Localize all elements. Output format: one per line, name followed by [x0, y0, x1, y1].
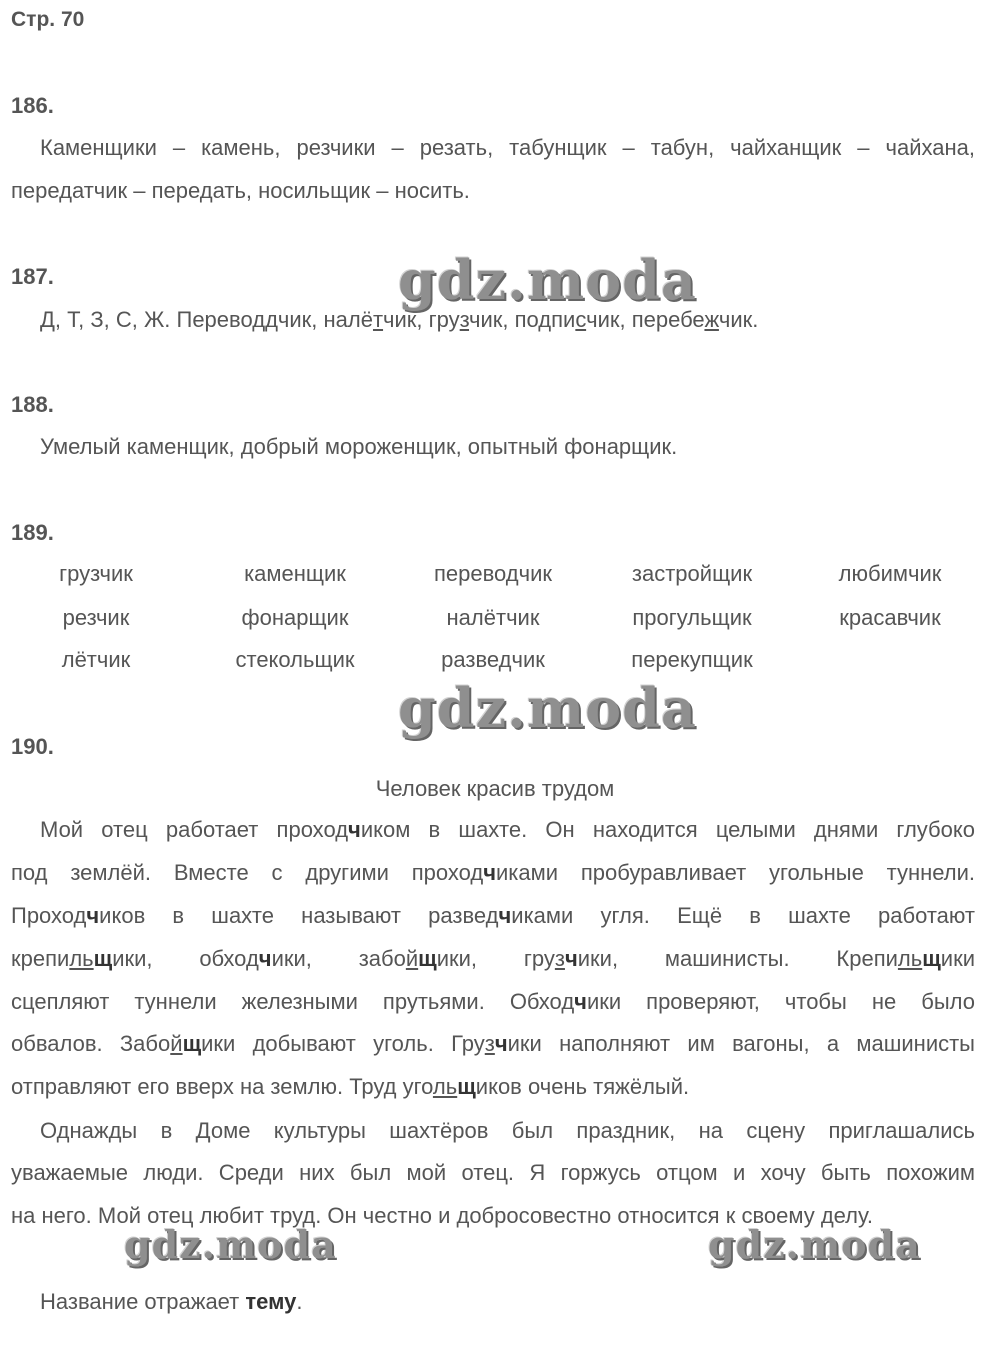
bold-letter: ч — [258, 946, 272, 971]
exercise-189-number: 189. — [11, 520, 54, 545]
underlined-letter: д — [561, 989, 575, 1014]
table-cell-word: каменщик — [244, 561, 346, 586]
table-cell-word: переводчик — [433, 561, 553, 586]
bold-letter: щ — [93, 946, 113, 971]
table-cell-word: красавчик — [839, 605, 941, 630]
exercise-187-number: 187. — [11, 264, 54, 289]
page-label: Стр. 70 — [11, 8, 85, 31]
table-cell-word: резчик — [62, 605, 130, 630]
underlined-letter: д — [245, 946, 259, 971]
underlined-letter: д — [470, 860, 484, 885]
watermark-logo: gdz.moda — [708, 1222, 921, 1267]
table-cell-word: любимчик — [838, 561, 942, 586]
table-cell-word: грузчик — [59, 561, 133, 586]
text-line: крепильщики, обходчики, забойщики, грузчики, машинисты. Крепильщики — [11, 946, 975, 971]
conclusion-suffix: . — [296, 1289, 303, 1314]
text-line: уважаемые люди. Среди них был мой отец. Я горжусь отцом и хочу быть похожим — [11, 1160, 975, 1185]
underlined-letter: т — [372, 307, 384, 332]
underlined-letter: з — [554, 946, 565, 971]
underlined-letter: ль — [897, 946, 923, 971]
bold-letter: ч — [498, 903, 512, 928]
watermark-logo: gdz.moda — [398, 248, 697, 312]
exercise-188-number: 188. — [11, 392, 54, 417]
watermark-logo: gdz.moda — [398, 676, 697, 740]
conclusion-prefix: Название отражает — [40, 1289, 246, 1314]
table-cell-word: налётчик — [446, 605, 540, 630]
table-cell-word: стекольщик — [235, 647, 355, 672]
table-cell-word: фонарщик — [241, 605, 349, 630]
text-title: Человек красив трудом — [375, 776, 615, 801]
underlined-letter: й — [170, 1031, 183, 1056]
table-cell-word: застройщик — [631, 561, 753, 586]
text-line: сцепляют туннели железными прутьями. Обходчики проверяют, чтобы не было — [11, 989, 975, 1014]
table-cell-word: перекупщик — [631, 647, 753, 672]
underlined-letter: д — [335, 817, 349, 842]
exercise-186-number: 186. — [11, 93, 54, 118]
exercise-186-line-2: передатчик – передать, носильщик – носить. — [11, 178, 470, 203]
exercise-190-conclusion — [40, 1280, 302, 1323]
bold-letter: щ — [457, 1074, 476, 1099]
watermark-logo: gdz.moda — [124, 1222, 337, 1267]
text-line: под землёй. Вместе с другими проходчиками пробуравливает угольные туннели. — [11, 860, 975, 885]
bold-letter: щ — [418, 946, 437, 971]
exercise-188-text: Умелый каменщик, добрый мороженщик, опытный фонарщик. — [40, 434, 678, 459]
bold-letter: ч — [494, 1031, 508, 1056]
exercise-186-line-1: Каменщики – камень, резчики – резать, табунщик – табун, чайханщик – чайхана, — [40, 135, 975, 160]
bold-letter: ч — [348, 817, 361, 842]
bold-letter: ч — [483, 860, 497, 885]
bold-letter: ч — [574, 989, 587, 1014]
underlined-letter: ль — [69, 946, 94, 971]
bold-letter: ч — [86, 903, 100, 928]
text-line: Проходчиков в шахте называют разведчиками угля. Ещё в шахте работают — [11, 903, 975, 928]
table-cell-word: прогульщик — [632, 605, 752, 630]
exercise-187-text: Д, Т, З, С, Ж. Переводдчик, налётчик, грузчик, подписчик, перебежчик. — [40, 307, 759, 332]
table-cell-word: лётчик — [61, 647, 131, 672]
text-line: Мой отец работает проходчиком в шахте. Он находится целыми днями глубоко — [40, 817, 975, 842]
underlined-letter: ж — [704, 307, 719, 332]
bold-letter: щ — [922, 946, 941, 971]
underlined-letter: ль — [432, 1074, 458, 1099]
underlined-letter: й — [405, 946, 419, 971]
underlined-letter: д — [265, 307, 278, 332]
underlined-letter: д — [485, 903, 499, 928]
conclusion-keyword: тему — [245, 1289, 297, 1314]
bold-letter: ч — [564, 946, 578, 971]
table-cell-word: разведчик — [441, 647, 545, 672]
text-line: отправляют его вверх на землю. Труд угольщиков очень тяжёлый. — [11, 1074, 690, 1099]
exercise-190-number: 190. — [11, 734, 54, 759]
underlined-letter: з — [459, 307, 470, 332]
underlined-letter: з — [484, 1031, 495, 1056]
underlined-letter: с — [575, 307, 587, 332]
text-line: Однажды в Доме культуры шахтёров был праздник, на сцену приглашались — [40, 1118, 975, 1143]
bold-letter: щ — [182, 1031, 202, 1056]
text-line: на него. Мой отец любит труд. Он честно и добросовестно относится к своему делу. — [11, 1203, 873, 1228]
underlined-letter: д — [73, 903, 87, 928]
text-line: обвалов. Забойщики добывают уголь. Грузчики наполняют им вагоны, а машинисты — [11, 1031, 975, 1056]
